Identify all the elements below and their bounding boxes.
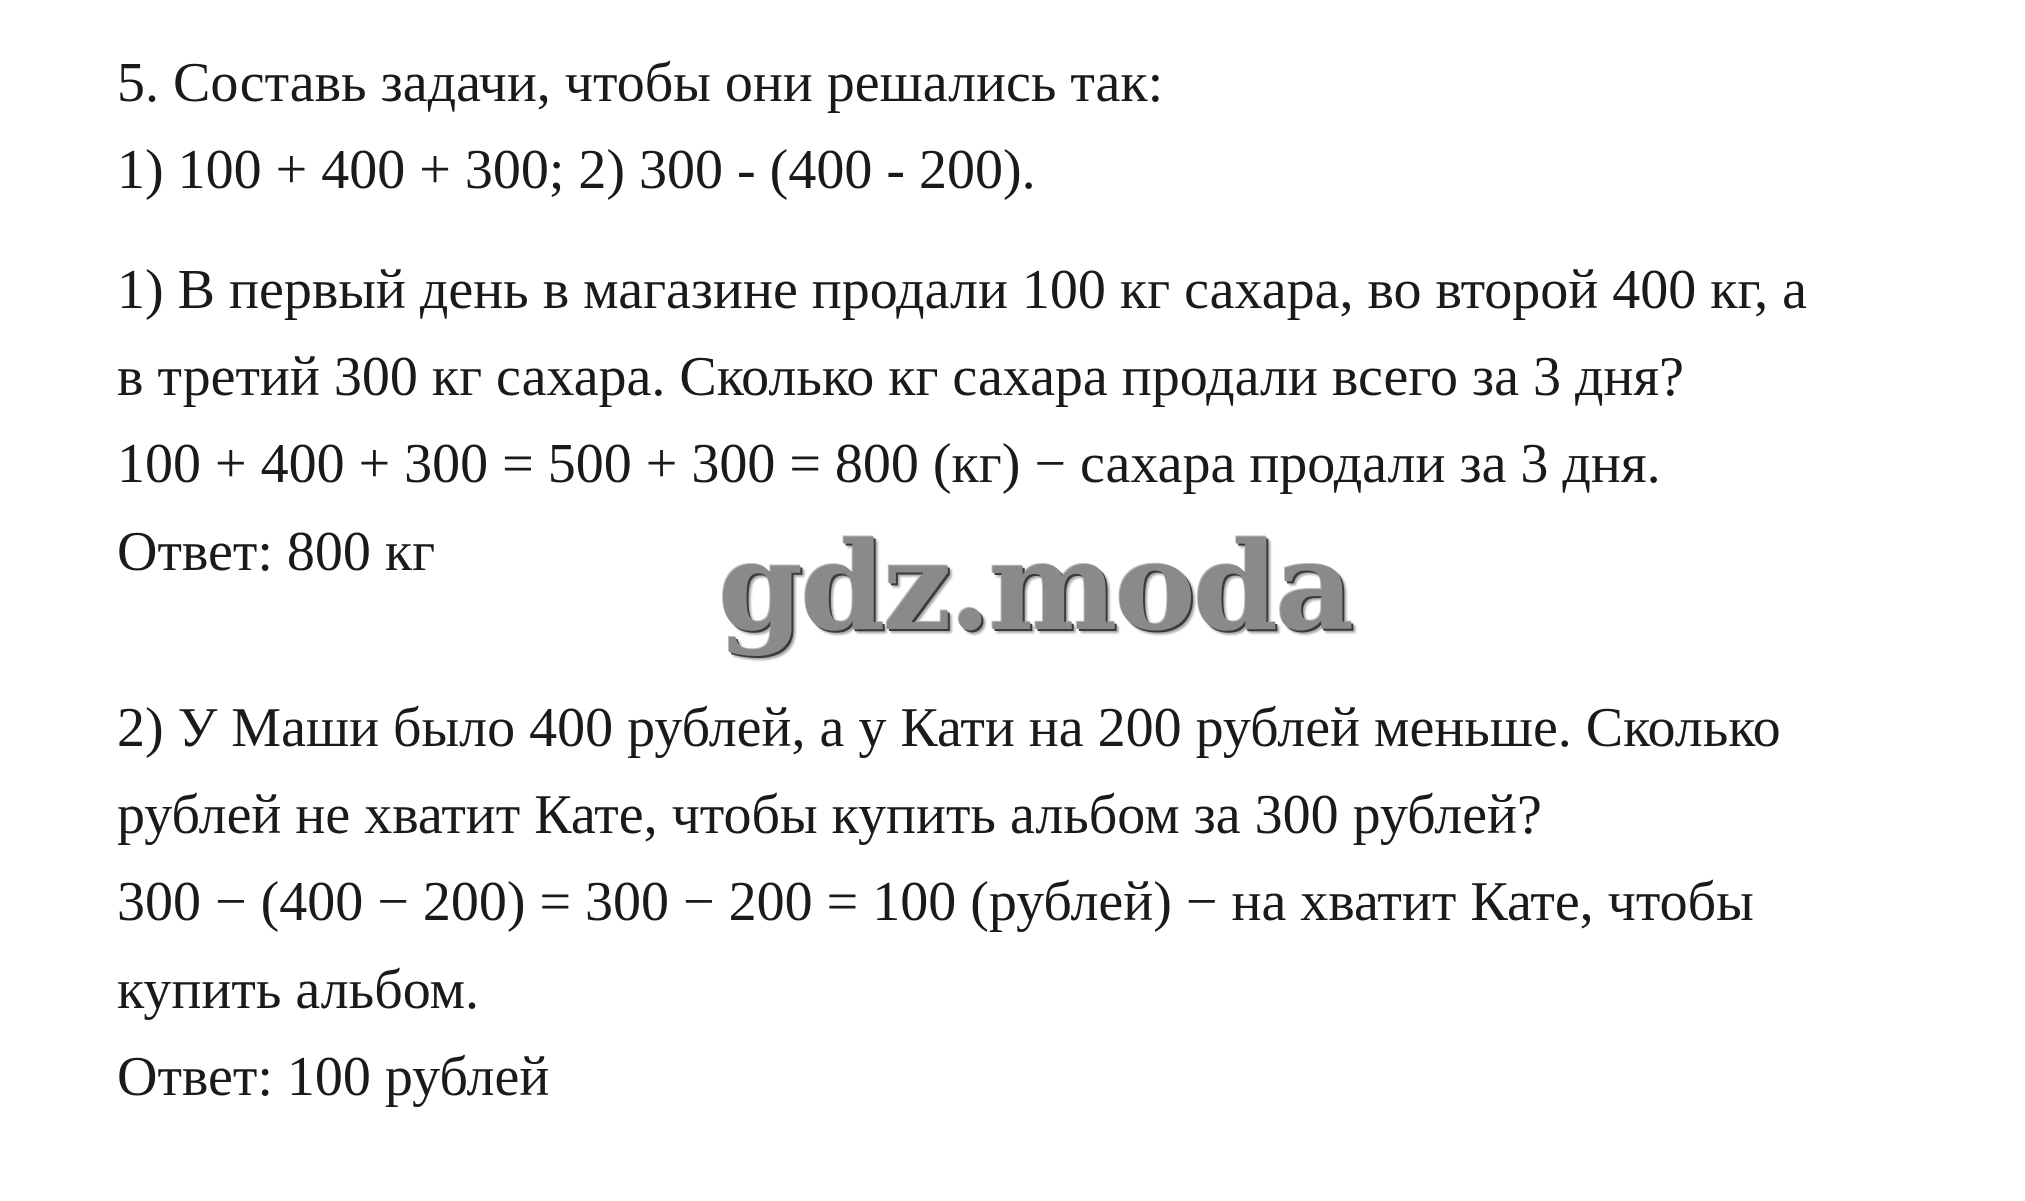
problem2-solution-line1: 300 − (400 − 200) = 300 − 200 = 100 (рублей) − на хватит Кате, чтобы (117, 871, 1754, 933)
problem1-text-line2: в третий 300 кг сахара. Сколько кг сахара продали всего за 3 дня? (117, 346, 1685, 408)
problem1-solution: 100 + 400 + 300 = 500 + 300 = 800 (кг) − сахара продали за 3 дня. (117, 433, 1661, 495)
problem2-answer: Ответ: 100 рублей (117, 1046, 550, 1108)
task-header: 5. Составь задачи, чтобы они решались так: (117, 52, 1164, 114)
problem1-text-line1: 1) В первый день в магазине продали 100 кг сахара, во второй 400 кг, а (117, 259, 1807, 321)
problem2-solution-line2: купить альбом. (117, 959, 480, 1021)
problem2-text-line2: рублей не хватит Кате, чтобы купить альбом за 300 рублей? (117, 784, 1542, 846)
problem1-answer: Ответ: 800 кг (117, 521, 436, 583)
watermark-logo: gdz.moda (718, 514, 1352, 658)
problem2-text-line1: 2) У Маши было 400 рублей, а у Кати на 200 рублей меньше. Сколько (117, 697, 1781, 759)
task-expressions: 1) 100 + 400 + 300; 2) 300 - (400 - 200). (117, 139, 1036, 201)
